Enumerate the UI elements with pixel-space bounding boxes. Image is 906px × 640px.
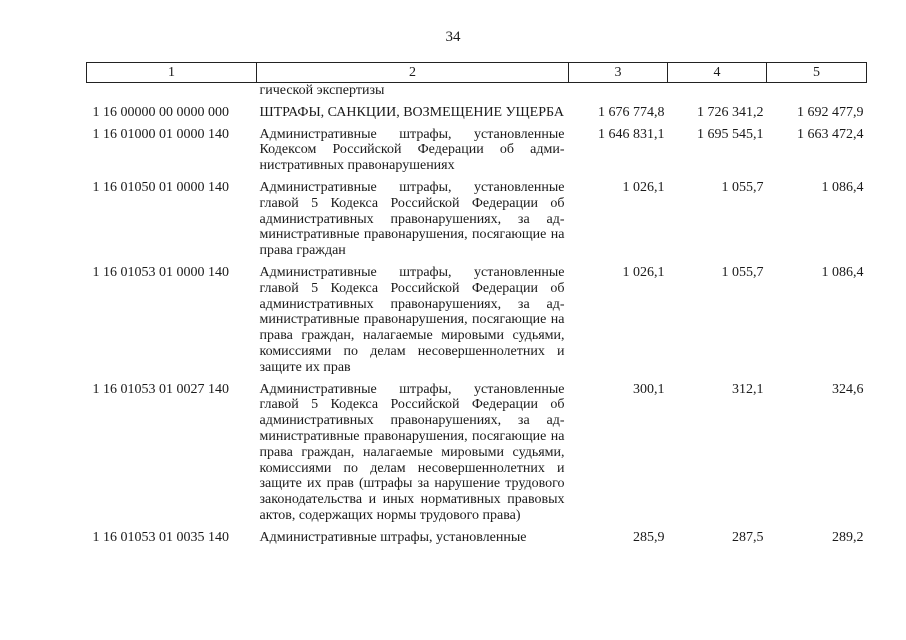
row-value-year-2: 1 695 545,1 (697, 126, 764, 142)
row-value-year-3: 324,6 (832, 381, 864, 397)
row-value-year-2: 312,1 (732, 381, 764, 397)
table-row (87, 265, 867, 382)
continuation-row (87, 83, 867, 105)
row-value-year-2: 1 055,7 (721, 179, 764, 195)
row-code: 1 16 01053 01 0035 140 (92, 529, 229, 545)
row-code: 1 16 01053 01 0000 140 (92, 264, 229, 280)
row-value-year-2: 1 726 341,2 (697, 104, 764, 120)
row-value-year-1: 1 026,1 (622, 179, 665, 195)
row-value-year-3: 1 086,4 (821, 264, 864, 280)
row-code: 1 16 01000 01 0000 140 (92, 126, 229, 142)
row-name: Административные штрафы, установленные (259, 529, 527, 545)
row-code: 1 16 01050 01 0000 140 (92, 179, 229, 195)
row-value-year-1: 1 646 831,1 (598, 126, 665, 142)
row-value-year-2: 1 055,7 (721, 264, 764, 280)
row-value-year-3: 1 692 477,9 (797, 104, 864, 120)
budget-table (86, 62, 867, 552)
row-value-year-1: 1 676 774,8 (598, 104, 665, 120)
row-value-year-1: 1 026,1 (622, 264, 665, 280)
row-value-year-1: 285,9 (633, 529, 665, 545)
row-value-year-3: 1 663 472,4 (797, 126, 864, 142)
table-row (87, 127, 867, 180)
row-name: Административные штрафы, установленные главой 5 Кодекса Российской Федерации об административных правонарушениях, за административные правонарушения, посягающие на права граждан (259, 179, 565, 259)
row-code: 1 16 00000 00 0000 000 (92, 104, 229, 120)
column-header-name: 2 (257, 63, 569, 83)
table-header-row (87, 63, 867, 83)
row-name: Административные штрафы, установленные главой 5 Кодекса Российской Федерации об административных правонарушениях, за административные правонарушения, посягающие на права граждан, налагаемые мировыми судьями, комиссиями по делам несовершеннолетних и защите их прав (259, 264, 565, 375)
continuation-text: гической экспертизы (259, 83, 385, 98)
table-row (87, 530, 867, 552)
row-value-year-1: 300,1 (633, 381, 665, 397)
table-row (87, 105, 867, 127)
row-code: 1 16 01053 01 0027 140 (92, 381, 229, 397)
row-name: ШТРАФЫ, САНКЦИИ, ВОЗМЕЩЕНИЕ УЩЕРБА (259, 104, 564, 120)
column-header-year-1: 3 (569, 63, 668, 83)
column-header-code: 1 (87, 63, 257, 83)
table-row (87, 180, 867, 265)
column-header-year-2: 4 (668, 63, 767, 83)
row-name: Административные штрафы, установленные Кодексом Российской Федерации об административных правонарушениях (259, 126, 565, 174)
row-name: Административные штрафы, установленные главой 5 Кодекса Российской Федерации об административных правонарушениях, за административные правонарушения, посягающие на права граждан, налагаемые мировыми судьями, комиссиями по делам несовершеннолетних и защите их прав (штрафы за нарушение трудового законодательства и иных нормативных правовых актов, содержащих нормы трудового права) (259, 381, 565, 523)
page-number: 34 (445, 29, 461, 45)
table-row (87, 382, 867, 530)
row-value-year-3: 1 086,4 (821, 179, 864, 195)
row-value-year-2: 287,5 (732, 529, 764, 545)
column-header-year-3: 5 (767, 63, 867, 83)
row-value-year-3: 289,2 (832, 529, 864, 545)
